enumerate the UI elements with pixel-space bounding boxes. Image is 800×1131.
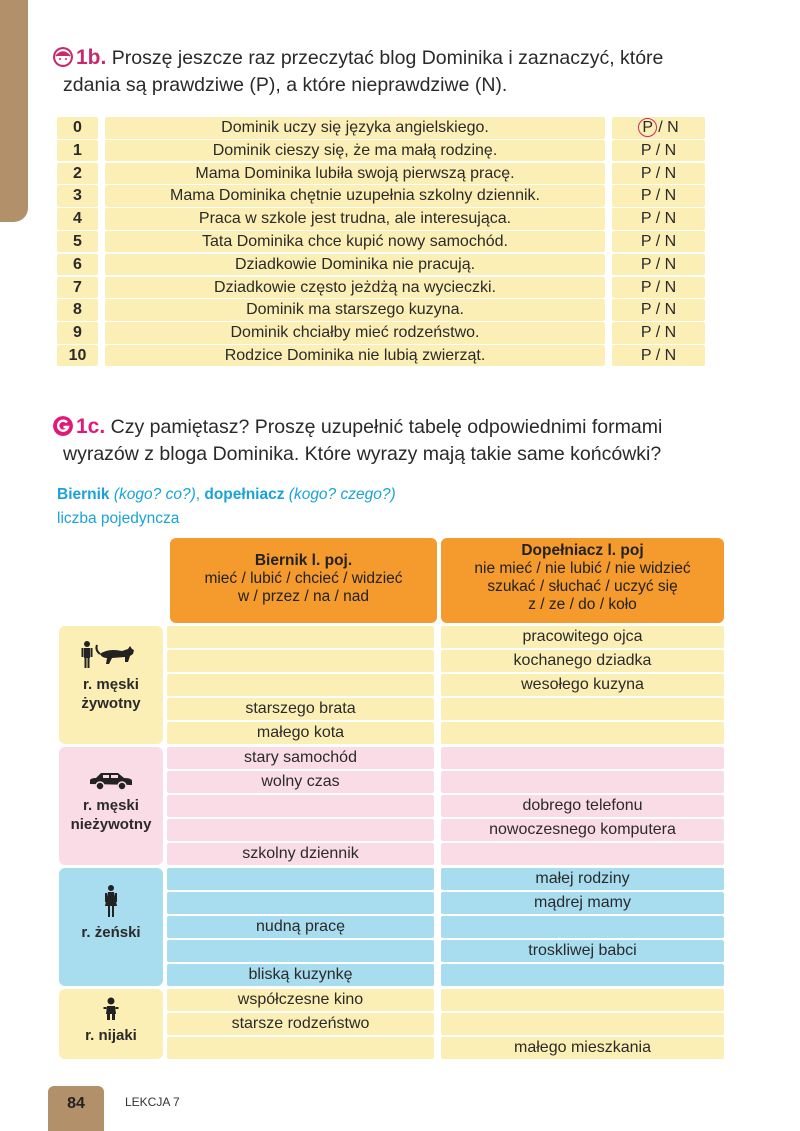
number-subheading: liczba pojedyncza	[57, 510, 180, 527]
dopelniacz-cell	[441, 771, 724, 793]
biernik-header	[170, 538, 437, 623]
row-number: 0	[57, 117, 98, 139]
biernik-question: (kogo? co?)	[113, 486, 196, 503]
row-number: 8	[57, 299, 98, 321]
table-row	[57, 140, 705, 162]
row-number: 1	[57, 140, 98, 162]
task-1b-instruction	[57, 44, 722, 99]
answer-choice[interactable]: P / N	[612, 163, 705, 185]
answer-choice[interactable]: P / N	[612, 299, 705, 321]
category-label: nieżywotny	[70, 816, 152, 833]
sentence: Rodzice Dominika nie lubią zwierząt.	[105, 345, 605, 367]
grammar-g-icon	[53, 416, 73, 436]
biernik-cell: starszego brata	[167, 698, 434, 720]
category-meski-niezywotny	[59, 747, 163, 865]
header-line: z / ze / do / koło	[528, 596, 637, 613]
table-row	[57, 299, 705, 321]
header-title: Biernik l. poj.	[254, 552, 353, 569]
row-number: 3	[57, 185, 98, 207]
child-icon	[103, 997, 119, 1021]
instruction-line: zdania są prawdziwe (P), a które nieprawdziwe (N).	[63, 74, 508, 96]
answer-choice[interactable]: P / N	[612, 231, 705, 253]
dopelniacz-cell: troskliwej babci	[441, 940, 724, 962]
task-number: 1c.	[76, 415, 106, 438]
task-1c-instruction	[57, 413, 722, 468]
sentence: Dominik uczy się języka angielskiego.	[105, 117, 605, 139]
dopelniacz-cell	[441, 698, 724, 720]
table-row	[57, 208, 705, 230]
answer-choice[interactable]: P / N	[612, 140, 705, 162]
table-row	[57, 185, 705, 207]
answer-choice[interactable]: P / N	[612, 345, 705, 367]
sentence: Dominik ma starszego kuzyna.	[105, 299, 605, 321]
biernik-cell: starsze rodzeństwo	[167, 1013, 434, 1035]
dopelniacz-cell	[441, 1013, 724, 1035]
answer-choice[interactable]: P / N	[612, 185, 705, 207]
category-meski-zywotny	[59, 626, 163, 744]
category-label: r. męski	[83, 797, 139, 814]
dopelniacz-cell: małego mieszkania	[441, 1037, 724, 1059]
biernik-label: Biernik	[57, 486, 110, 503]
answer-choice[interactable]	[612, 117, 705, 139]
category-label: r. żeński	[81, 924, 141, 941]
instruction-line: wyrazów z bloga Dominika. Które wyrazy mają takie same końcówki?	[63, 443, 662, 465]
dopelniacz-cell	[441, 722, 724, 744]
dopelniacz-cell: mądrej mamy	[441, 892, 724, 914]
sentence: Praca w szkole jest trudna, ale interesująca.	[105, 208, 605, 230]
dopelniacz-question: (kogo? czego?)	[288, 486, 396, 503]
category-label: r. męski	[83, 676, 139, 693]
table-row	[57, 345, 705, 367]
dopelniacz-label: dopełniacz	[204, 486, 285, 503]
row-number: 9	[57, 322, 98, 344]
header-line: nie mieć / nie lubić / nie widzieć	[474, 560, 691, 577]
circled-answer: P	[638, 118, 657, 137]
lesson-label: LEKCJA 7	[125, 1095, 180, 1109]
biernik-cell	[167, 868, 434, 890]
biernik-cell: stary samochód	[167, 747, 434, 769]
answer-choice[interactable]: P / N	[612, 254, 705, 276]
category-zenski	[59, 868, 163, 986]
table-row	[57, 231, 705, 253]
row-number: 4	[57, 208, 98, 230]
woman-icon	[103, 884, 119, 918]
biernik-cell: bliską kuzynkę	[167, 964, 434, 986]
dopelniacz-cell: małej rodziny	[441, 868, 724, 890]
answer-choice[interactable]: P / N	[612, 277, 705, 299]
task-number: 1b.	[76, 46, 107, 69]
category-nijaki	[59, 989, 163, 1059]
true-false-table	[57, 117, 705, 368]
table-row	[57, 277, 705, 299]
page-number: 84	[48, 1086, 104, 1131]
dopelniacz-cell	[441, 964, 724, 986]
car-icon	[88, 771, 134, 791]
biernik-cell: wolny czas	[167, 771, 434, 793]
biernik-cell	[167, 626, 434, 648]
row-number: 2	[57, 163, 98, 185]
header-line: szukać / słuchać / uczyć się	[487, 578, 678, 595]
dopelniacz-cell: kochanego dziadka	[441, 650, 724, 672]
row-number: 10	[57, 345, 98, 367]
dopelniacz-cell	[441, 916, 724, 938]
face-icon	[53, 47, 73, 67]
table-row	[57, 117, 705, 139]
biernik-cell: współczesne kino	[167, 989, 434, 1011]
biernik-cell	[167, 650, 434, 672]
answer-choice[interactable]: P / N	[612, 208, 705, 230]
man-and-cat-icon	[78, 640, 144, 670]
row-number: 5	[57, 231, 98, 253]
separator: ,	[195, 486, 205, 503]
header-title: Dopełniacz l. poj	[521, 542, 644, 559]
table-row	[57, 322, 705, 344]
category-label: żywotny	[81, 695, 141, 712]
biernik-cell	[167, 795, 434, 817]
biernik-cell	[167, 819, 434, 841]
dopelniacz-header	[441, 538, 724, 623]
dopelniacz-cell	[441, 747, 724, 769]
sentence: Dziadkowie Dominika nie pracują.	[105, 254, 605, 276]
sentence: Dziadkowie często jeżdżą na wycieczki.	[105, 277, 605, 299]
page-edge-tab	[0, 0, 28, 222]
biernik-cell: szkolny dziennik	[167, 843, 434, 865]
biernik-cell: małego kota	[167, 722, 434, 744]
header-line: mieć / lubić / chcieć / widzieć	[204, 570, 403, 587]
biernik-cell	[167, 892, 434, 914]
category-label: r. nijaki	[85, 1027, 137, 1044]
instruction-line: Proszę jeszcze raz przeczytać blog Dominika i zaznaczyć, które	[111, 47, 664, 69]
biernik-cell	[167, 674, 434, 696]
dopelniacz-cell: nowoczesnego komputera	[441, 819, 724, 841]
dopelniacz-cell: wesołego kuzyna	[441, 674, 724, 696]
sentence: Mama Dominika chętnie uzupełnia szkolny dziennik.	[105, 185, 605, 207]
table-row	[57, 163, 705, 185]
biernik-cell: nudną pracę	[167, 916, 434, 938]
biernik-cell	[167, 1037, 434, 1059]
sentence: Dominik chciałby mieć rodzeństwo.	[105, 322, 605, 344]
table-row	[57, 254, 705, 276]
sentence: Dominik cieszy się, że ma małą rodzinę.	[105, 140, 605, 162]
case-subheading	[57, 486, 396, 504]
dopelniacz-cell: dobrego telefonu	[441, 795, 724, 817]
answer-choice[interactable]: P / N	[612, 322, 705, 344]
row-number: 7	[57, 277, 98, 299]
dopelniacz-cell	[441, 843, 724, 865]
biernik-cell	[167, 940, 434, 962]
sentence: Mama Dominika lubiła swoją pierwszą pracę.	[105, 163, 605, 185]
dopelniacz-cell: pracowitego ojca	[441, 626, 724, 648]
header-line: w / przez / na / nad	[238, 588, 369, 605]
answer-rest: / N	[658, 119, 679, 136]
sentence: Tata Dominika chce kupić nowy samochód.	[105, 231, 605, 253]
instruction-line: Czy pamiętasz? Proszę uzupełnić tabelę odpowiednimi formami	[110, 416, 663, 438]
dopelniacz-cell	[441, 989, 724, 1011]
row-number: 6	[57, 254, 98, 276]
